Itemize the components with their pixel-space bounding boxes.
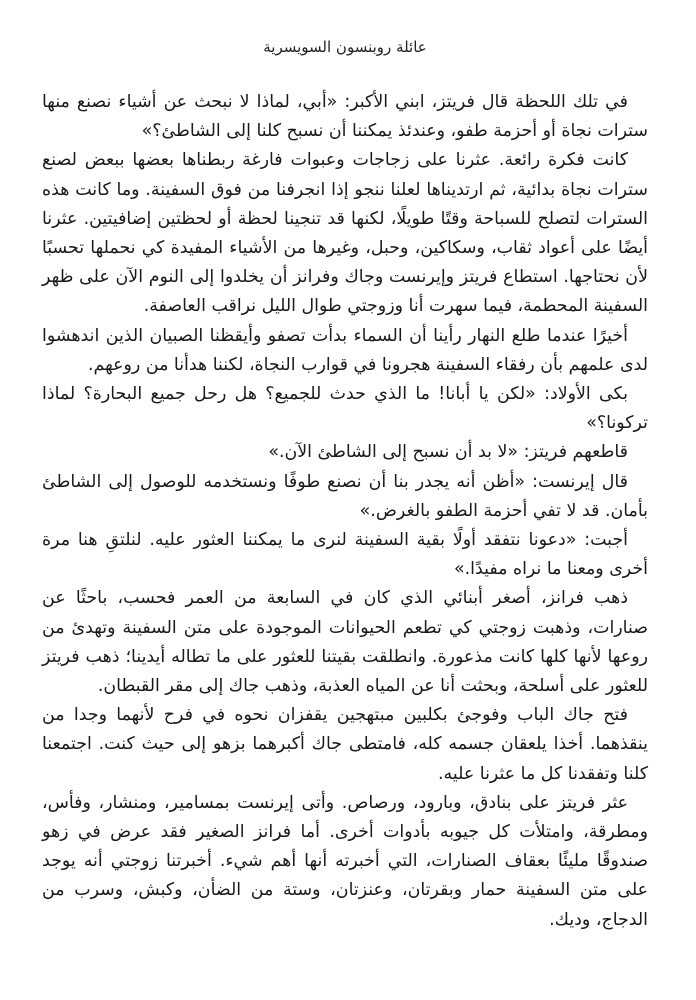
paragraph: أخيرًا عندما طلع النهار رأينا أن السماء بدأت تصفو وأيقظنا الصبيان الذين اندهشوا لدى علمهم بأن رفقاء السفينة هجرونا في قوارب النجاة، لكننا هدأنا من روعهم. <box>42 325 648 375</box>
paragraph: ذهب فرانز، أصغر أبنائي الذي كان في السابعة من العمر فحسب، باحثًا عن صنارات، وذهبت زوجتي كي تطعم الحيوانات الموجودة على متن السفينة وتهدئ من روعها لأنها كلها كانت مذعورة. وانطلقت بقيتنا للعثور على ما تطاله أيدينا؛ ذهب فريتز للعثور على أسلحة، وبحثت أنا عن المياه العذبة، وذهب جاك إلى مقر القبطان. <box>42 588 648 697</box>
page-body <box>42 88 648 935</box>
running-header: عائلة روبنسون السويسرية <box>263 38 427 56</box>
paragraph: بكى الأولاد: «لكن يا أبانا! ما الذي حدث للجميع؟ هل رحل جميع البحارة؟ لماذا تركونا؟» <box>42 384 648 434</box>
paragraph: فتح جاك الباب وفوجئ بكلبين مبتهجين يقفزان نحوه في فرح لأنهما وجدا من ينقذهما. أخذا يلعقان جسمه كله، فامتطى جاك أكبرهما بزهو إلى حيث كنت. اجتمعنا كلنا وتفقدنا كل ما عثرنا عليه. <box>42 705 648 784</box>
paragraph: قال إيرنست: «أظن أنه يجدر بنا أن نصنع طوفًا ونستخدمه للوصول إلى الشاطئ بأمان. قد لا تفي أحزمة الطفو بالغرض.» <box>42 471 648 521</box>
paragraph: في تلك اللحظة قال فريتز، ابني الأكبر: «أبي، لماذا لا نبحث عن أشياء نصنع منها سترات نجاة أو أحزمة طفو، وعندئذ يمكننا أن نسبح كلنا إلى الشاطئ؟» <box>42 92 648 142</box>
paragraph: أجبت: «دعونا نتفقد أولًا بقية السفينة لنرى ما يمكننا العثور عليه. لنلتقِ هنا مرة أخرى ومعنا ما نراه مفيدًا.» <box>42 530 648 580</box>
paragraph: كانت فكرة رائعة. عثرنا على زجاجات وعبوات فارغة ربطناها بعضها ببعض لصنع سترات نجاة بدائية، ثم ارتديناها لعلنا ننجو إذا انجرفنا من فوق السفينة. وما كانت هذه السترات لتصلح للسباحة وقتًا طويلًا، لكنها قد تنجينا لحظة أو لحظتين إضافيتين. عثرنا أيضًا على أعواد ثقاب، وسكاكين، وحبل، وغيرها من الأشياء المفيدة كي نحملها تحسبًا لأن نحتاجها. استطاع فريتز وإيرنست وجاك وفرانز أن يخلدوا إلى النوم الآن على ظهر السفينة المحطمة، فيما سهرت أنا وزوجتي طوال الليل نراقب العاصفة. <box>42 150 648 317</box>
paragraph: قاطعهم فريتز: «لا بد أن نسبح إلى الشاطئ الآن.» <box>268 442 628 463</box>
paragraph: عثر فريتز على بنادق، وبارود، ورصاص. وأتى إيرنست بمسامير، ومنشار، وفأس، ومطرقة، وامتلأت كل جيوبه بأدوات أخرى. أما فرانز الصغير فقد عرض في زهو صندوقًا مليئًا بعقاف الصنارات، التي أخبرته أنها أهم شيء. أخبرتنا زوجتي أنه يوجد على متن السفينة حمار وبقرتان، وعنزتان، وستة من الضأن، وكبش، وسرب من الدجاج، وديك. <box>42 792 648 930</box>
